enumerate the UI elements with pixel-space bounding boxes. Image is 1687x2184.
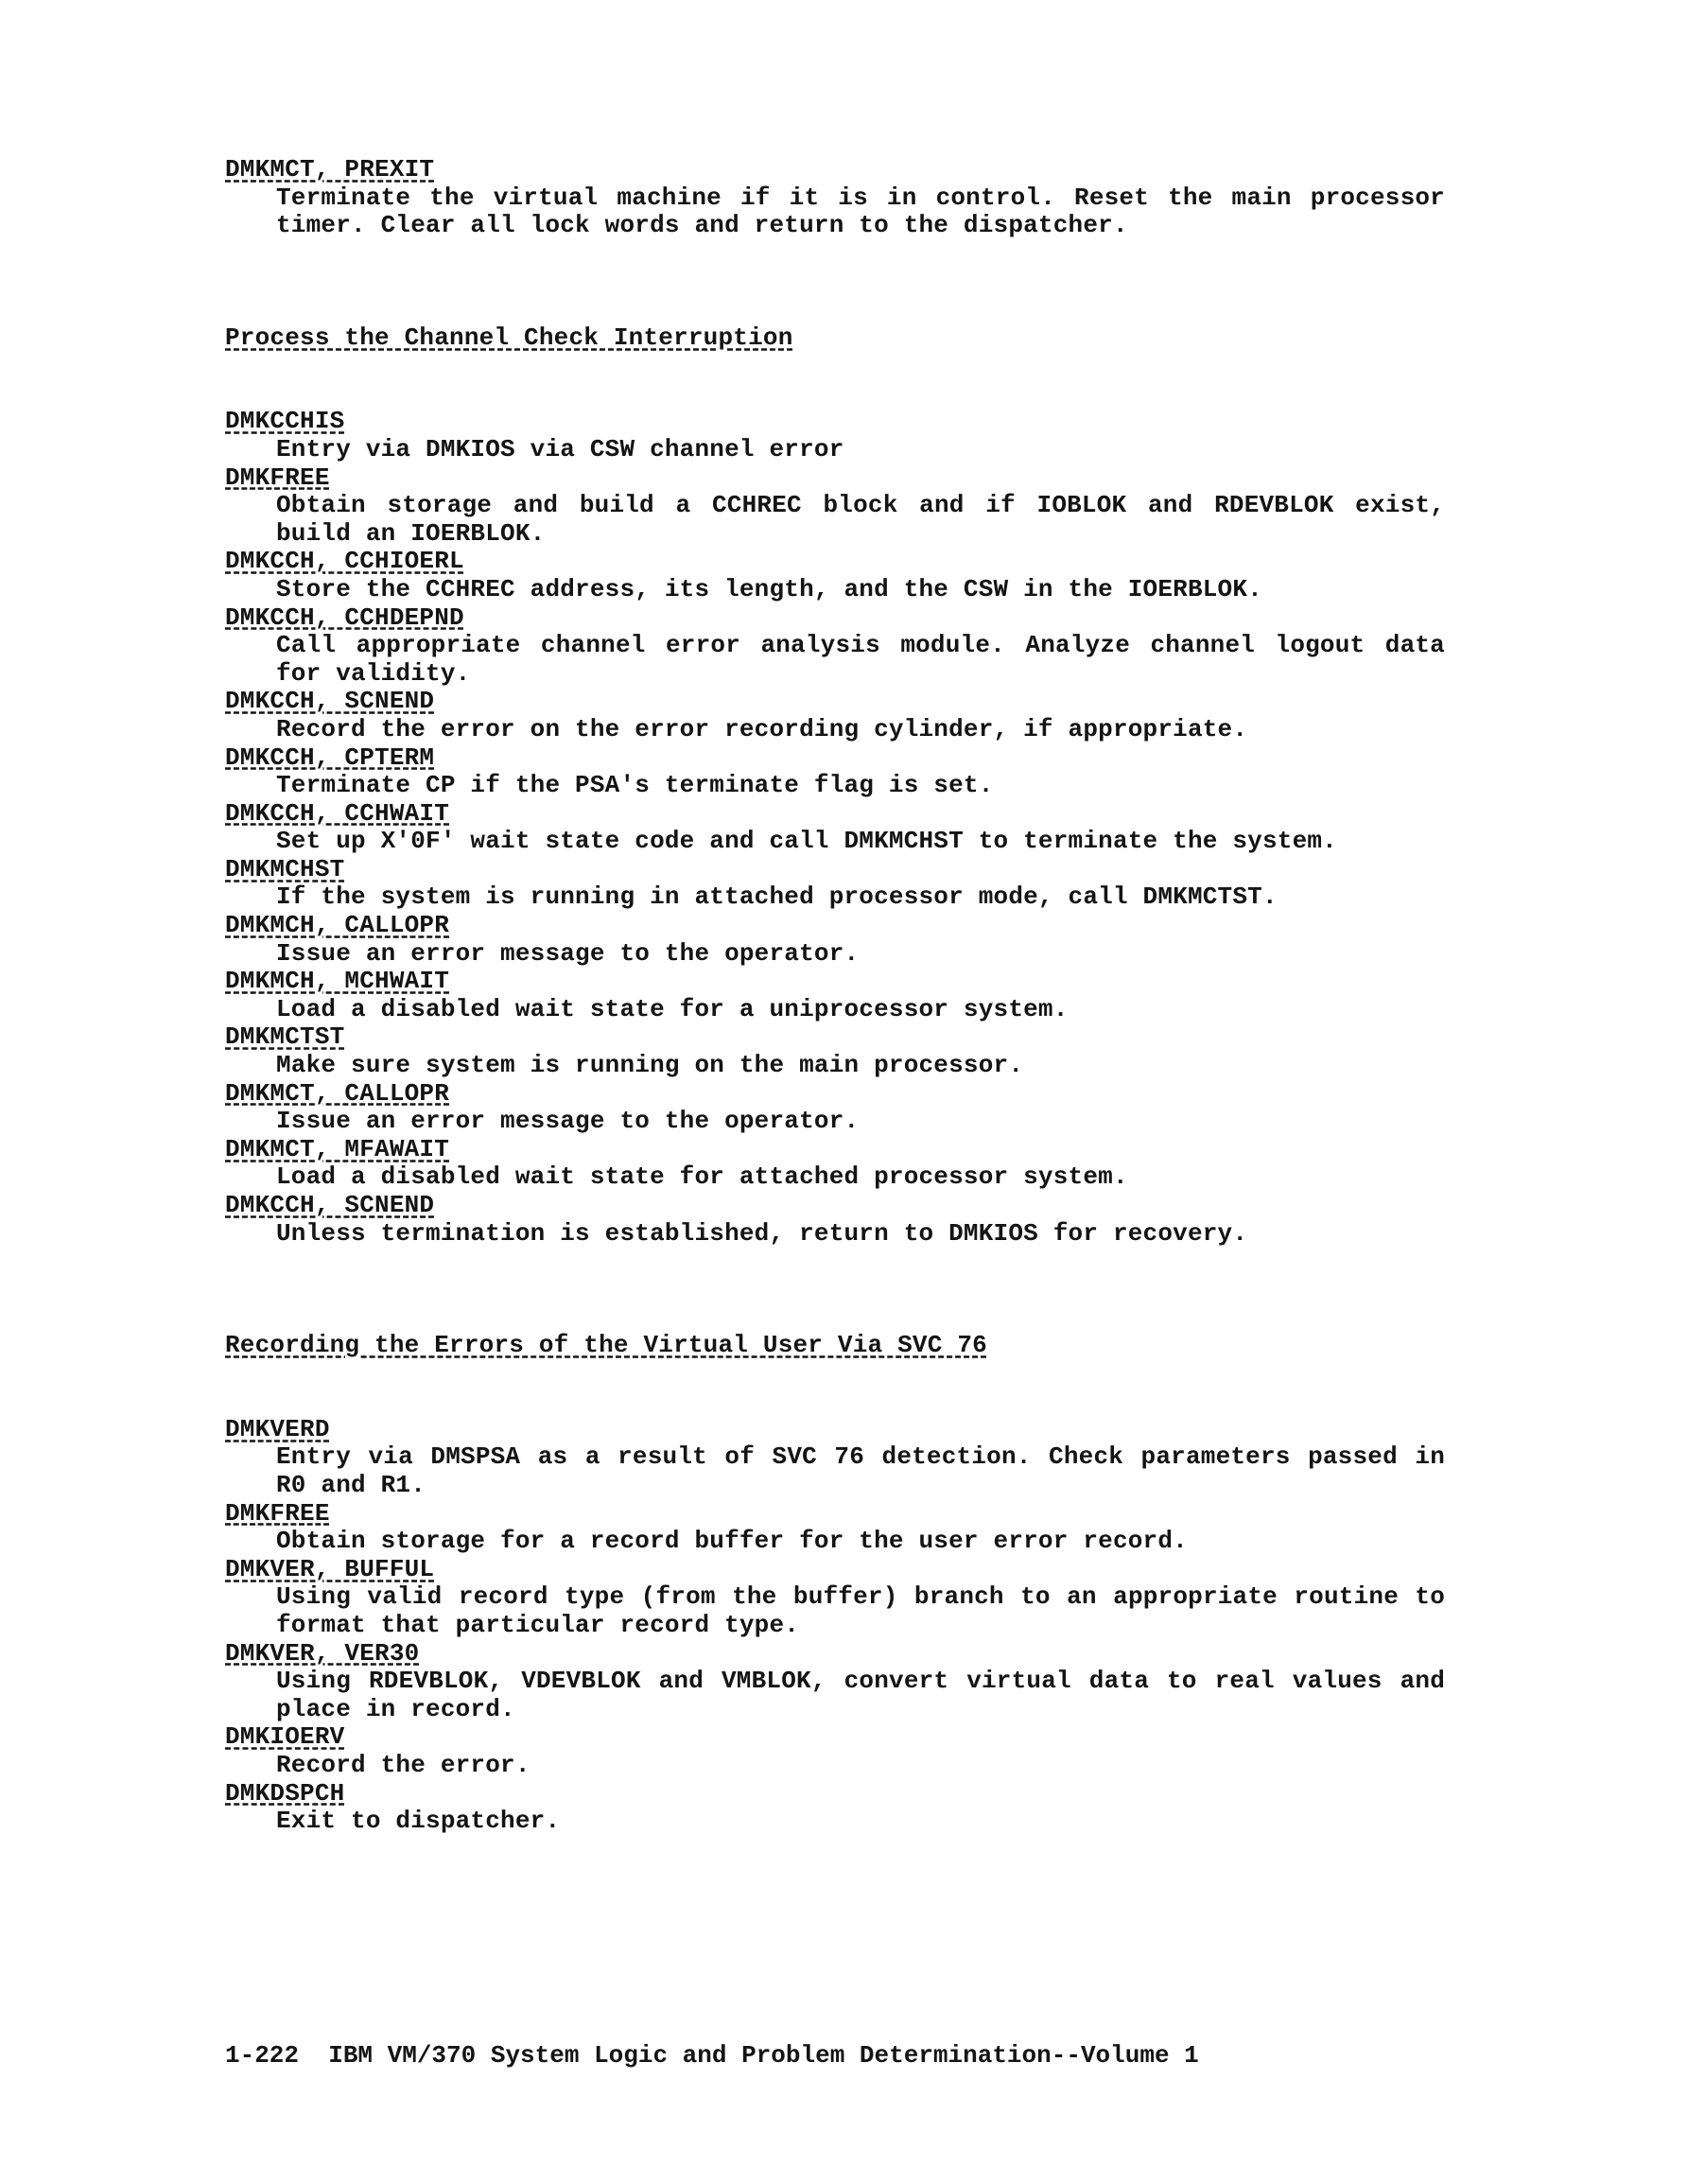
list-item (225, 744, 1445, 800)
list-item (225, 1500, 1445, 1556)
entry-description: Issue an error message to the operator. (276, 1107, 860, 1136)
entry-label: DMKVER, VER30 (225, 1638, 420, 1668)
entry-description: Terminate the virtual machine if it is in control. Reset the main processor timer. Clear all lock words and return to the dispatcher. (276, 183, 1445, 240)
entry-label: DMKMCT, PREXIT (225, 155, 435, 183)
entry-label: DMKCCH, CCHDEPND (225, 603, 464, 632)
entry-label: DMKMCHST (225, 854, 345, 883)
top-entry (225, 156, 1445, 240)
page-footer: 1-222 IBM VM/370 System Logic and Problem Determination--Volume 1 (225, 2041, 1199, 2070)
entry-label: DMKVERD (225, 1414, 330, 1443)
list-item (225, 1723, 1445, 1779)
entry-description: Entry via DMSPSA as a result of SVC 76 detection. Check parameters passed in R0 and R1. (276, 1442, 1445, 1499)
section-heading-channel-check: Process the Channel Check Interruption (225, 323, 793, 352)
entry-description: Terminate CP if the PSA's terminate flag is set. (276, 771, 994, 800)
entry-description: Call appropriate channel error analysis module. Analyze channel logout data for validity. (276, 631, 1445, 688)
list-item (225, 800, 1445, 856)
list-item (225, 1780, 1445, 1836)
entry-description: Entry via DMKIOS via CSW channel error (276, 434, 844, 463)
entry-description: Load a disabled wait state for attached processor system. (276, 1162, 1128, 1192)
entry-label: DMKFREE (225, 463, 330, 492)
section-channel-check (225, 408, 1445, 1248)
list-item (225, 548, 1445, 603)
list-item (225, 688, 1445, 743)
document-page (225, 156, 1445, 1836)
list-item (225, 408, 1445, 463)
section-heading-svc76: Recording the Errors of the Virtual User Via SVC 76 (225, 1331, 987, 1360)
entry-description: Issue an error message to the operator. (276, 938, 860, 968)
entry-label: DMKCCH, CPTERM (225, 743, 435, 772)
entry-description: Make sure system is running on the main processor. (276, 1051, 1024, 1080)
entry-label: DMKMCTST (225, 1022, 345, 1052)
entry-label: DMKFREE (225, 1498, 330, 1528)
entry-label: DMKCCH, SCNEND (225, 1191, 435, 1219)
entry-description: Using RDEVBLOK, VDEVBLOK and VMBLOK, convert virtual data to real values and place in record. (276, 1667, 1445, 1723)
entry-description: Unless termination is established, return to DMKIOS for recovery. (276, 1218, 1248, 1248)
entry-label: DMKCCH, SCNEND (225, 687, 435, 716)
entry-description: Exit to dispatcher. (276, 1807, 561, 1836)
list-item (225, 856, 1445, 912)
list-item (225, 1192, 1445, 1248)
entry-description: If the system is running in attached processor mode, call DMKMCTST. (276, 882, 1278, 912)
entry-label: DMKIOERV (225, 1722, 345, 1752)
entry-description: Load a disabled wait state for a uniprocessor system. (276, 994, 1069, 1023)
entry-label: DMKMCH, MCHWAIT (225, 967, 450, 996)
list-item (225, 1556, 1445, 1640)
list-item (225, 912, 1445, 968)
entry-label: DMKMCT, MFAWAIT (225, 1134, 450, 1163)
list-item (225, 1640, 1445, 1724)
list-item (225, 968, 1445, 1023)
list-item (225, 1136, 1445, 1192)
entry-label: DMKCCH, CCHIOERL (225, 547, 464, 576)
entry-label: DMKMCH, CALLOPR (225, 911, 450, 940)
entry-label: DMKCCHIS (225, 407, 345, 436)
entry-description: Obtain storage for a record buffer for the user error record. (276, 1527, 1188, 1556)
entry-description: Set up X'0F' wait state code and call DMKMCHST to terminate the system. (276, 827, 1337, 856)
entry-label: DMKMCT, CALLOPR (225, 1078, 450, 1108)
entry-description: Record the error. (276, 1750, 530, 1779)
entry-description: Obtain storage and build a CCHREC block and if IOBLOK and RDEVBLOK exist, build an IOERBLOK. (276, 491, 1445, 548)
section-svc76 (225, 1416, 1445, 1836)
entry-label: DMKDSPCH (225, 1778, 345, 1808)
list-item (225, 1023, 1445, 1079)
entry-label: DMKCCH, CCHWAIT (225, 798, 450, 828)
entry-description: Using valid record type (from the buffer) branch to an appropriate routine to format that particular record type. (276, 1582, 1445, 1639)
list-item (225, 464, 1445, 549)
entry-label: DMKVER, BUFFUL (225, 1554, 435, 1583)
entry-description: Record the error on the error recording cylinder, if appropriate. (276, 714, 1248, 743)
list-item (225, 1416, 1445, 1500)
list-item (225, 604, 1445, 689)
entry-description: Store the CCHREC address, its length, and the CSW in the IOERBLOK. (276, 574, 1262, 603)
list-item (225, 1080, 1445, 1136)
